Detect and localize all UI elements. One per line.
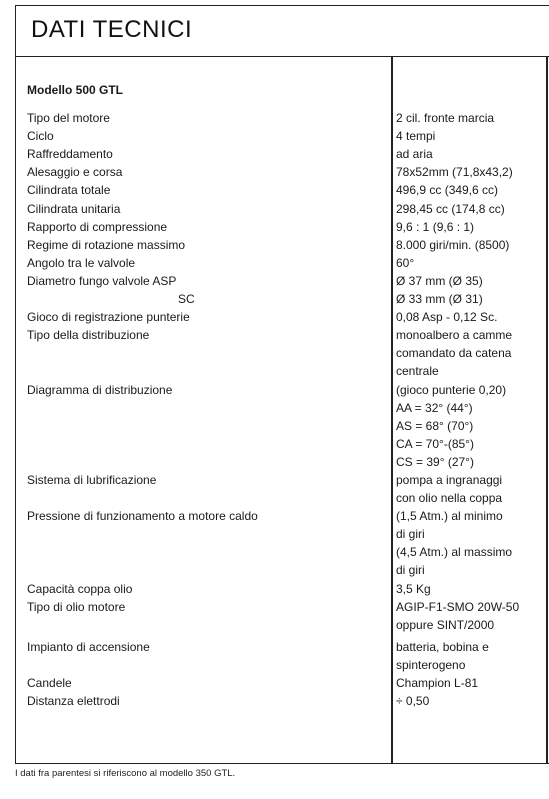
spec-value-line: 2 cil. fronte marcia (396, 111, 495, 125)
spec-value (396, 638, 544, 674)
spec-value-line: comandato da catena (396, 346, 512, 361)
spec-value-line: spinterogeno (396, 657, 466, 672)
spec-value (396, 254, 544, 272)
spec-value-line: 60° (396, 255, 415, 270)
title-box (15, 5, 549, 57)
spec-value-line: centrale (396, 364, 439, 379)
spec-value (396, 109, 544, 127)
spec-label: Pressione di funzionamento a motore caldo (27, 509, 258, 524)
spec-label: Diagramma di distribuzione (27, 382, 173, 397)
spec-value-line: di giri (396, 527, 425, 542)
spec-label: Rapporto di compressione (27, 219, 168, 234)
spec-value-line: pompa a ingranaggi (396, 473, 503, 487)
spec-value-line: (1,5 Atm.) al minimo (396, 509, 503, 524)
spec-value (396, 145, 544, 163)
spec-label: Ciclo (27, 129, 54, 144)
spec-value (396, 471, 544, 507)
spec-value-line: CS = 39° (27°) (396, 454, 474, 469)
table-right-border (546, 57, 548, 764)
spec-value-line: 0,08 Asp - 0,12 Sc. (396, 310, 498, 325)
spec-value (396, 127, 544, 145)
spec-label: Distanza elettrodi (27, 694, 120, 709)
spec-value-line: con olio nella coppa (396, 491, 503, 505)
spec-value-line: AA = 32° (44°) (396, 400, 473, 415)
spec-label: Cilindrata unitaria (27, 201, 121, 216)
spec-value-line: 496,9 cc (349,6 cc) (396, 183, 499, 198)
spec-value-line: monoalbero a camme (396, 328, 513, 343)
spec-label: Candele (27, 676, 72, 691)
spec-value-line: (4,5 Atm.) al massimo (396, 545, 513, 560)
spec-value-line: ÷ 0,50 (396, 694, 430, 709)
spec-value-line: Champion L-81 (396, 676, 479, 691)
spec-label: Cilindrata totale (27, 183, 111, 198)
spec-label: Angolo tra le valvole (27, 255, 136, 270)
spec-value (396, 692, 544, 710)
spec-label: Gioco di registrazione punterie (27, 310, 190, 325)
spec-value-line: AS = 68° (70°) (396, 418, 474, 433)
spec-label: Raffreddamento (27, 147, 113, 162)
spec-label: Capacità coppa olio (27, 581, 133, 596)
spec-value-line: 8.000 giri/min. (8500) (396, 237, 510, 252)
spec-value (396, 218, 544, 236)
spec-label: Tipo di olio motore (27, 599, 126, 614)
spec-value (396, 290, 544, 308)
spec-value (396, 163, 544, 181)
spec-value (396, 580, 544, 598)
footnote: I dati fra parentesi si riferiscono al modello 350 GTL. (15, 768, 236, 779)
spec-label: Impianto di accensione (27, 639, 150, 654)
spec-value-line: 9,6 : 1 (9,6 : 1) (396, 219, 475, 234)
column-divider (391, 57, 393, 764)
spec-value (396, 200, 544, 218)
model-heading: Modello 500 GTL (27, 83, 124, 97)
spec-value (396, 598, 544, 634)
spec-value-line: 78x52mm (71,8x43,2) (396, 165, 513, 180)
spec-value-line: (gioco punterie 0,20) (396, 382, 507, 397)
spec-value-line: CA = 70°-(85°) (396, 436, 474, 451)
spec-value-line: di giri (396, 563, 425, 578)
spec-value-line: Ø 37 mm (Ø 35) (396, 273, 483, 288)
spec-value-line: oppure SINT/2000 (396, 617, 495, 632)
spec-label: Sistema di lubrificazione (27, 473, 157, 487)
spec-value-line: batteria, bobina e (396, 639, 489, 654)
spec-label: Regime di rotazione massimo (27, 237, 186, 252)
spec-value-line: Ø 33 mm (Ø 31) (396, 292, 483, 306)
spec-value-line: AGIP-F1-SMO 20W-50 (396, 599, 520, 614)
spec-value (396, 326, 544, 380)
spec-value (396, 181, 544, 199)
spec-value (396, 507, 544, 579)
spec-value (396, 236, 544, 254)
spec-label: Tipo della distribuzione (27, 328, 150, 343)
spec-label: Diametro fungo valvole ASP (27, 273, 177, 288)
spec-value (396, 674, 544, 692)
spec-value (396, 272, 544, 290)
spec-value (396, 381, 544, 471)
spec-value-line: ad aria (396, 147, 433, 162)
spec-value (396, 308, 544, 326)
spec-value-line: 4 tempi (396, 129, 436, 144)
spec-label: SC (178, 292, 195, 306)
spec-value-line: 3,5 Kg (396, 581, 431, 596)
page-title: DATI TECNICI (31, 16, 193, 43)
spec-value-line: 298,45 cc (174,8 cc) (396, 201, 505, 216)
spec-label: Tipo del motore (27, 111, 110, 125)
spec-label: Alesaggio e corsa (27, 165, 123, 180)
